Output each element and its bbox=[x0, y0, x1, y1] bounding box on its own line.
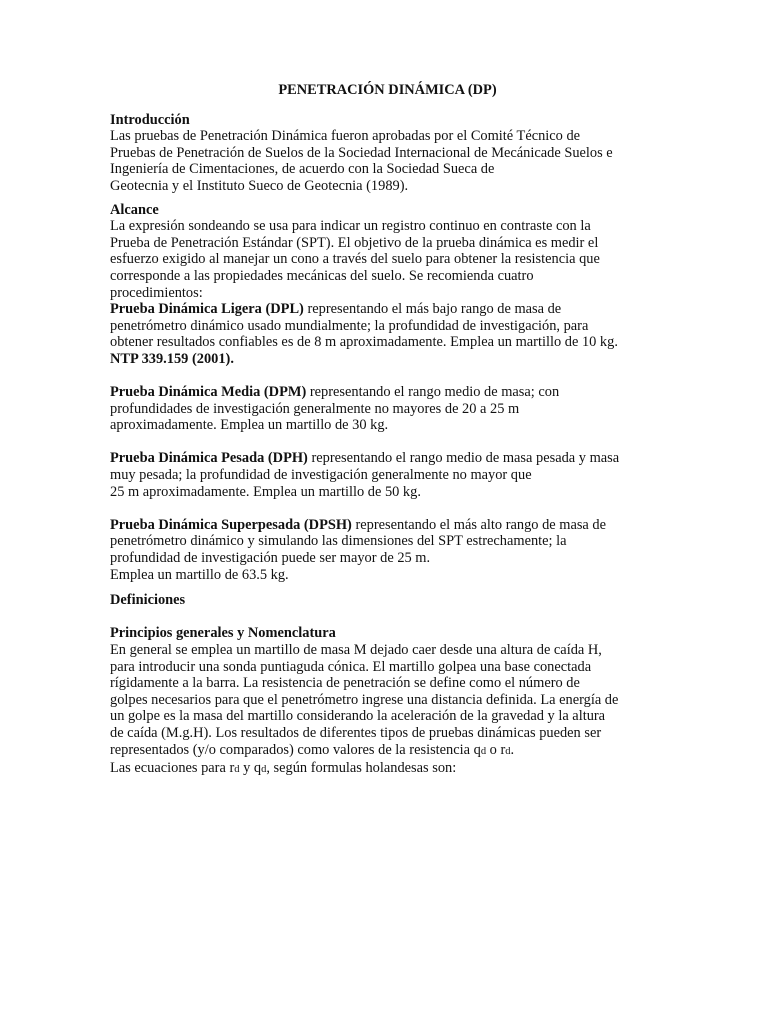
dpm-term: Prueba Dinámica Media (DPM) bbox=[110, 384, 307, 401]
definiciones-heading: Definiciones bbox=[110, 592, 186, 609]
qd-symbol bbox=[254, 760, 266, 776]
q-letter: q bbox=[473, 741, 481, 758]
rd-symbol bbox=[229, 760, 239, 776]
r-letter: r bbox=[500, 741, 506, 758]
dpsh-first-line bbox=[110, 517, 665, 534]
principios-text: o bbox=[486, 741, 501, 758]
principios-line-ecuaciones bbox=[110, 760, 665, 779]
q-subscript: d bbox=[261, 764, 267, 776]
ntp-reference: NTP 339.159 (2001). bbox=[110, 350, 234, 367]
principios-text: , según formulas holandesas son: bbox=[266, 760, 457, 777]
document-page bbox=[110, 82, 665, 779]
principios-line: En general se emplea un martillo de masa M dejado caer desde una altura de caída H, bbox=[110, 642, 602, 658]
dpl-text: representando el más bajo rango de masa de bbox=[303, 301, 562, 318]
principios-text: representados (y/o comparados) como valores de la resistencia bbox=[110, 741, 474, 758]
introduccion-line: Ingeniería de Cimentaciones, de acuerdo con la Sociedad Sueca de bbox=[110, 161, 495, 178]
dpl-line: penetrómetro dinámico usado mundialmente; la profundidad de investigación, para bbox=[110, 317, 589, 334]
introduccion-line: Geotecnia y el Instituto Sueco de Geotecnia (1989). bbox=[110, 177, 409, 194]
dph-line: 25 m aproximadamente. Emplea un martillo de 50 kg. bbox=[110, 483, 421, 500]
qd-symbol bbox=[474, 742, 486, 758]
alcance-line: La expresión sondeando se usa para indicar un registro continuo en contraste con la bbox=[110, 218, 591, 235]
principios-line: un golpe es la masa del martillo considerando la aceleración de la gravedad y la altura bbox=[110, 708, 606, 725]
paragraph-dph bbox=[110, 450, 665, 500]
section-definiciones bbox=[110, 592, 665, 609]
dpm-first-line bbox=[110, 384, 665, 401]
dpsh-text: representando el más alto rango de masa de bbox=[351, 516, 606, 533]
principios-text: y bbox=[239, 760, 254, 777]
paragraph-dpm bbox=[110, 384, 665, 434]
principios-heading: Principios generales y Nomenclatura bbox=[110, 625, 336, 642]
principios-line: para introducir una sonda puntiaguda cónica. El martillo golpea una base conectada bbox=[110, 658, 592, 675]
principios-line: de caída (M.g.H). Los resultados de diferentes tipos de pruebas dinámicas pueden ser bbox=[110, 724, 602, 741]
dpsh-term: Prueba Dinámica Superpesada (DPSH) bbox=[110, 516, 352, 533]
alcance-line: corresponde a las propiedades mecánicas del suelo. Se recomienda cuatro bbox=[110, 267, 534, 284]
paragraph-dpl bbox=[110, 301, 665, 367]
dpsh-line: Emplea un martillo de 63.5 kg. bbox=[110, 566, 289, 583]
dpm-text: representando el rango medio de masa; con bbox=[306, 384, 560, 401]
section-principios bbox=[110, 625, 665, 778]
dpl-first-line bbox=[110, 301, 665, 318]
alcance-line: esfuerzo exigido al manejar un cono a través del suelo para obtener la resistencia que bbox=[110, 251, 600, 268]
document-title: PENETRACIÓN DINÁMICA (DP) bbox=[278, 82, 497, 98]
dpl-line: obtener resultados confiables es de 8 m aproximadamente. Emplea un martillo de 10 kg. bbox=[110, 334, 618, 351]
alcance-heading: Alcance bbox=[110, 201, 159, 218]
principios-line: rígidamente a la barra. La resistencia de penetración se define como el número de bbox=[110, 675, 580, 692]
principios-text: Las ecuaciones para bbox=[110, 760, 230, 777]
alcance-line: procedimientos: bbox=[110, 284, 203, 301]
q-subscript: d bbox=[480, 745, 487, 757]
dpm-line: profundidades de investigación generalmente no mayores de 20 a 25 m bbox=[110, 400, 520, 417]
principios-line-resistencia bbox=[110, 742, 665, 761]
principios-text: . bbox=[510, 741, 515, 758]
dpl-term: Prueba Dinámica Ligera (DPL) bbox=[110, 301, 304, 318]
introduccion-line: Las pruebas de Penetración Dinámica fueron aprobadas por el Comité Técnico de bbox=[110, 128, 581, 145]
dph-term: Prueba Dinámica Pesada (DPH) bbox=[110, 450, 308, 467]
section-alcance bbox=[110, 202, 665, 302]
paragraph-dpsh bbox=[110, 517, 665, 583]
dpsh-line: profundidad de investigación puede ser mayor de 25 m. bbox=[110, 550, 431, 567]
introduccion-line: Pruebas de Penetración de Suelos de la Sociedad Internacional de Mecánicade Suelos e bbox=[110, 144, 613, 161]
section-introduccion bbox=[110, 112, 665, 195]
q-letter: q bbox=[253, 760, 262, 777]
alcance-line: Prueba de Penetración Estándar (SPT). El objetivo de la prueba dinámica es medir el bbox=[110, 234, 599, 251]
principios-line: golpes necesarios para que el penetrómetro ingrese una distancia definida. La energía de bbox=[110, 691, 619, 708]
r-subscript: d bbox=[234, 764, 240, 776]
dph-line: muy pesada; la profundidad de investigación generalmente no mayor que bbox=[110, 467, 532, 484]
dpm-line: aproximadamente. Emplea un martillo de 30 kg. bbox=[110, 417, 389, 434]
dph-first-line bbox=[110, 450, 665, 467]
r-letter: r bbox=[229, 760, 235, 777]
dpsh-line: penetrómetro dinámico y simulando las dimensiones del SPT estrechamente; la bbox=[110, 533, 567, 550]
rd-symbol bbox=[500, 742, 510, 758]
dph-text: representando el rango medio de masa pesada y masa bbox=[307, 450, 620, 467]
introduccion-heading: Introducción bbox=[110, 111, 190, 128]
r-subscript: d bbox=[505, 745, 511, 757]
